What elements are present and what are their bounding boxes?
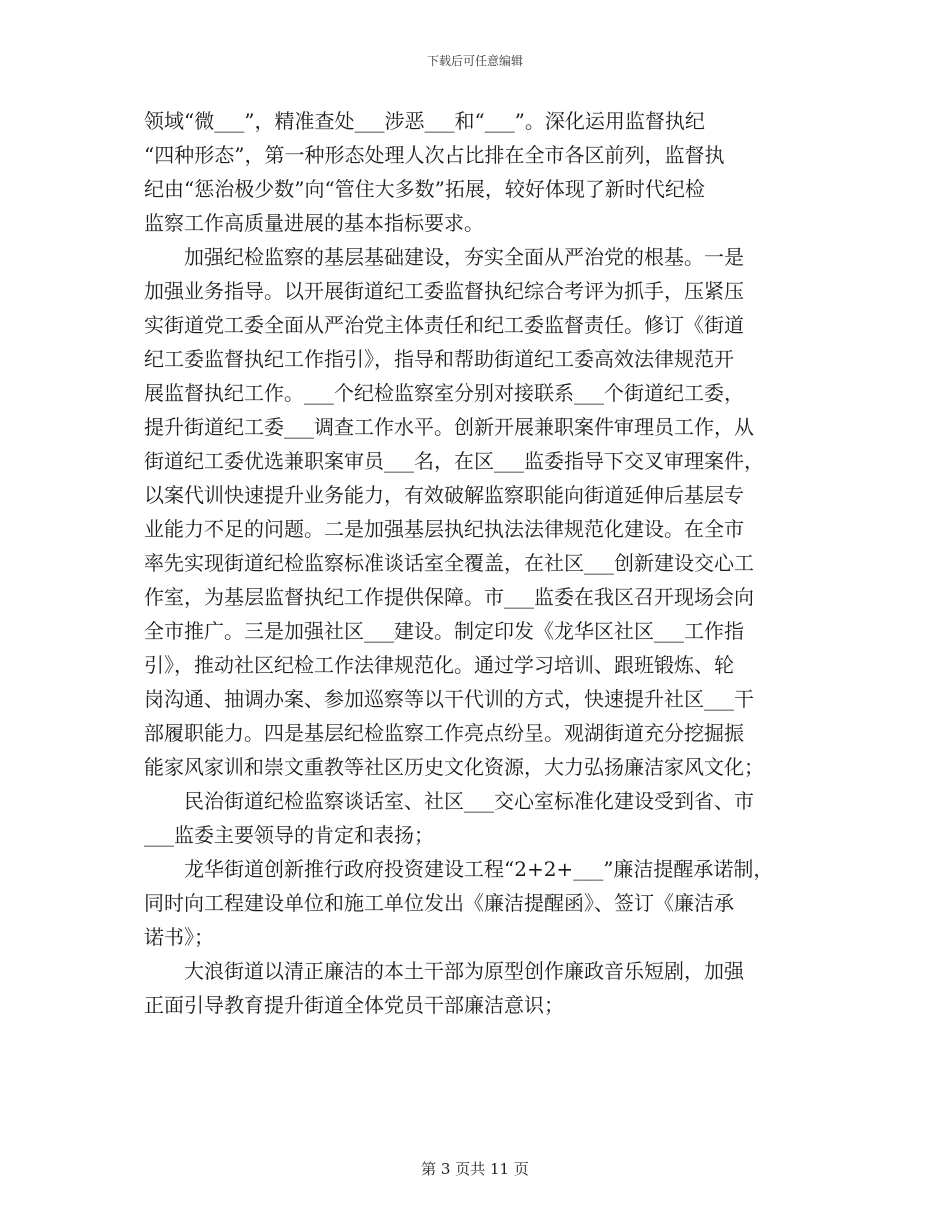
text-line: 以案代训快速提升业务能力，有效破解监察职能向街道延伸后基层专 — [144, 483, 744, 507]
text-line: 展监督执纪工作。___个纪检监察室分别对接联系___个街道纪工委， — [144, 381, 744, 405]
text-line: 业能力不足的问题。二是加强基层执纪执法法律规范化建设。在全市 — [144, 517, 744, 541]
text-line: 民治街道纪检监察谈话室、社区___交心室标准化建设受到省、市 — [144, 789, 754, 813]
text-line: 纪由“惩治极少数”向“管住大多数”拓展，较好体现了新时代纪检 — [144, 177, 705, 201]
text-line: 大浪街道以清正廉洁的本土干部为原型创作廉政音乐短剧，加强 — [144, 959, 744, 983]
text-line: 提升街道纪工委___调查工作水平。创新开展兼职案件审理员工作，从 — [144, 415, 754, 439]
text-line: 率先实现街道纪检监察标准谈话室全覆盖，在社区___创新建设交心工 — [144, 551, 754, 575]
text-line: 诺书》； — [144, 925, 214, 949]
text-line: 引》，推动社区纪检工作法律规范化。通过学习培训、跟班锻炼、轮 — [144, 653, 734, 677]
text-line: 作室，为基层监督执纪工作提供保障。市___监委在我区召开现场会向 — [144, 585, 754, 609]
text-line: 加强业务指导。以开展街道纪工委监督执纪综合考评为抓手，压紧压 — [144, 279, 744, 303]
text-line: 龙华街道创新推行政府投资建设工程“2+2+___”廉洁提醒承诺制， — [144, 857, 774, 881]
text-line: 监察工作高质量进展的基本指标要求。 — [144, 211, 484, 235]
text-line: 纪工委监督执纪工作指引》，指导和帮助街道纪工委高效法律规范开 — [144, 347, 734, 371]
text-line: 部履职能力。四是基层纪检监察工作亮点纷呈。观湖街道充分挖掘振 — [144, 721, 744, 745]
page-header: 下载后可任意编辑 — [426, 54, 523, 68]
text-line: 岗沟通、抽调办案、参加巡察等以干代训的方式，快速提升社区___干 — [144, 687, 754, 711]
text-line: 同时向工程建设单位和施工单位发出《廉洁提醒函》、签订《廉洁承 — [144, 891, 734, 915]
text-line: 能家风家训和崇文重教等社区历史文化资源，大力弘扬廉洁家风文化； — [144, 755, 764, 779]
text-line: 加强纪检监察的基层基础建设，夯实全面从严治党的根基。一是 — [144, 245, 744, 269]
text-line: ___监委主要领导的肯定和表扬； — [144, 823, 434, 847]
text-line: 正面引导教育提升街道全体党员干部廉洁意识； — [144, 993, 564, 1017]
text-line: 领域“微___”，精准查处___涉恶___和“___”。深化运用监督执纪 — [144, 109, 705, 133]
text-line: “四种形态”，第一种形态处理人次占比排在全市各区前列，监督执 — [144, 143, 725, 167]
page-footer: 第 3 页共 11 页 — [421, 1160, 529, 1178]
text-line: 实街道党工委全面从严治党主体责任和纪工委监督责任。修订《街道 — [144, 313, 744, 337]
text-line: 全市推广。三是加强社区___建设。制定印发《龙华区社区___工作指 — [144, 619, 744, 643]
text-line: 街道纪工委优选兼职案审员___名，在区___监委指导下交叉审理案件， — [144, 449, 764, 473]
document-body — [144, 104, 809, 1022]
